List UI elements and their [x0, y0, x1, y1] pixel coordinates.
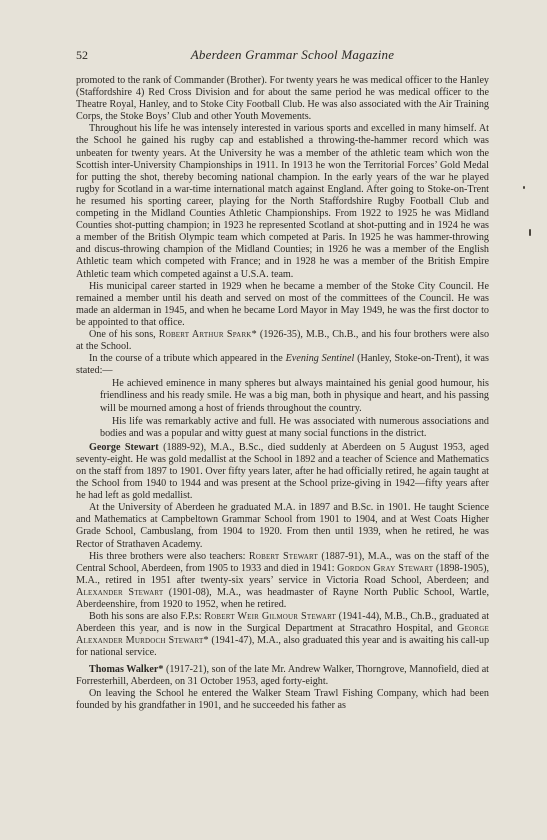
article-body [76, 75, 489, 712]
tribute-quote-1: He achieved eminence in many spheres but always maintained his genial good humour, his friendliness and his ready smile. He was a big man, both in physique and heart, and his passing will be mourned among a host of friends throughout the country. [100, 378, 489, 414]
paragraph-municipal: His municipal career started in 1929 when he became a member of the Stoke City Council. He remained a member until his death and served on most of the committees of the Council. He was made an alderman in 1945, and when he became Lord Mayor in May 1949, he was the first doctor to be appointed to that office. [76, 280, 489, 328]
person-name: Robert Weir Gilmour Stewart [204, 611, 337, 623]
running-title: Aberdeen Grammar School Magazine [190, 47, 395, 62]
person-name: Robert Stewart [248, 550, 318, 562]
tribute-quote-2: His life was remarkably active and full. He was associated with numerous associations and bodies and was a popular and witty guest at many social functions in the district. [100, 415, 489, 439]
person-name: Alexander Stewart [76, 586, 164, 598]
paragraph-brothers: His three brothers were also teachers: Robert Stewart (1887-91), M.A., was on the staff of the Central School, Aberdeen, from 1905 to 1933 and died in 1941: Gordon Gray Stewart (1898-1905), M.A., retired in 1951 after twenty-six years’ service in Victoria Road School, Aberdeen; and Alexander Stewart (1901-08), M.A., was headmaster of Rayne North Public School, Wartle, Aberdeenshire, from 1920 to 1952, when he retired. [76, 550, 489, 611]
paragraph-sports: Throughout his life he was intensely interested in various sports and excelled in many himself. At the School he gained his rugby cap and established a throwing-the-hammer record which was unbeaten for twenty years. At the University he was a member of the athletic team which won the Scottish inter-University Championships in 1911. In 1913 he won the Territorial Forces’ Gold Medal for putting the shot, thereby becoming national champion. In the early years of the war he played rugby for Scotland in a war-time international match against England. After going to Stoke-on-Trent he resumed his sporting career, playing for the North Staffordshire Rugby Football Club and competing in the Midland Counties Athletic Championships. From 1922 to 1925 he was Midland Counties shot-putting champion; in 1923 he represented Scotland at shot-putting and in 1924 he was a member of the British Olympic team which competed at Paris. In 1925 he was hammer-throwing and discus-throwing champion of the Midland Counties; in 1926 he was a member of the English Athletic team which competed with France; and in 1928 he was a member of the British Empire Athletic team which competed against a U.S.A. team. [76, 123, 489, 280]
paragraph-sons: One of his sons, Robert Arthur Spark* (1926-35), M.B., Ch.B., and his four brothers were also at the School. [76, 328, 490, 353]
obituary-george-stewart: George Stewart (1889-92), M.A., B.Sc., died suddenly at Aberdeen on 5 August 1953, aged seventy-eight. He was gold medallist at the School in 1892 and a teacher of Science and Mathematics on the staff from 1897 to 1901. Over fifty years later, after he had officially retired, he again taught at the School from 1940 to 1944 and was present at the School prize-giving in 1942—fifty years after he had left as gold medallist. [76, 441, 489, 502]
person-name: Gordon Gray Stewart [337, 562, 434, 574]
page-header [76, 47, 489, 67]
obituary-name: Thomas Walker* [89, 663, 164, 675]
page-number: 52 [76, 48, 88, 62]
obituary-thomas-walker: Thomas Walker* (1917-21), son of the late Mr. Andrew Walker, Thorngrove, Mannofield, died at Forresterhill, Aberdeen, on 31 October 1953, aged forty-eight. [76, 663, 489, 687]
margin-speck [523, 186, 525, 189]
newspaper-title: Evening Sentinel [285, 353, 355, 365]
obituary-name: George Stewart [89, 441, 159, 453]
paragraph-stewart-sons: Both his sons are also F.P.s: Robert Weir Gilmour Stewart (1941-44), M.B., Ch.B., graduated at Aberdeen this year, and is now in the Surgical Department at Stracathro Hospital, and George Alexander Murdoch Stewart* (1941-47), M.A., also graduated this year and is awaiting his call-up for national service. [76, 611, 490, 659]
paragraph-university: At the University of Aberdeen he graduated M.A. in 1897 and B.Sc. in 1901. He taught Science and Mathematics at Campbeltown Grammar School from 1901 to 1904, and at West Coats Higher Grade School, Cambuslang, from 1904 to 1920. From then until 1939, when he retired, he was Rector of Strathaven Academy. [76, 502, 489, 550]
person-name: Robert Arthur Spark* [158, 328, 257, 340]
margin-speck [529, 229, 531, 236]
person-name: George Alexander Murdoch Stewart* [76, 623, 489, 647]
paragraph-trawl-company: On leaving the School he entered the Walker Steam Trawl Fishing Company, which had been founded by his grandfather in 1901, and he succeeded his father as [76, 687, 489, 711]
paragraph-tribute-intro: In the course of a tribute which appeared in the Evening Sentinel (Hanley, Stoke-on-Trent), it was stated:— [76, 353, 489, 377]
paragraph-commander: promoted to the rank of Commander (Brother). For twenty years he was medical officer to the Hanley (Staffordshire 4) Red Cross Division and for about the same period he was medical officer to the Theatre Royal, Hanley, and to Stoke City Football Club. He was also associated with the Air Training Corps, the Stoke Boys’ Club and other Youth Movements. [76, 75, 489, 123]
